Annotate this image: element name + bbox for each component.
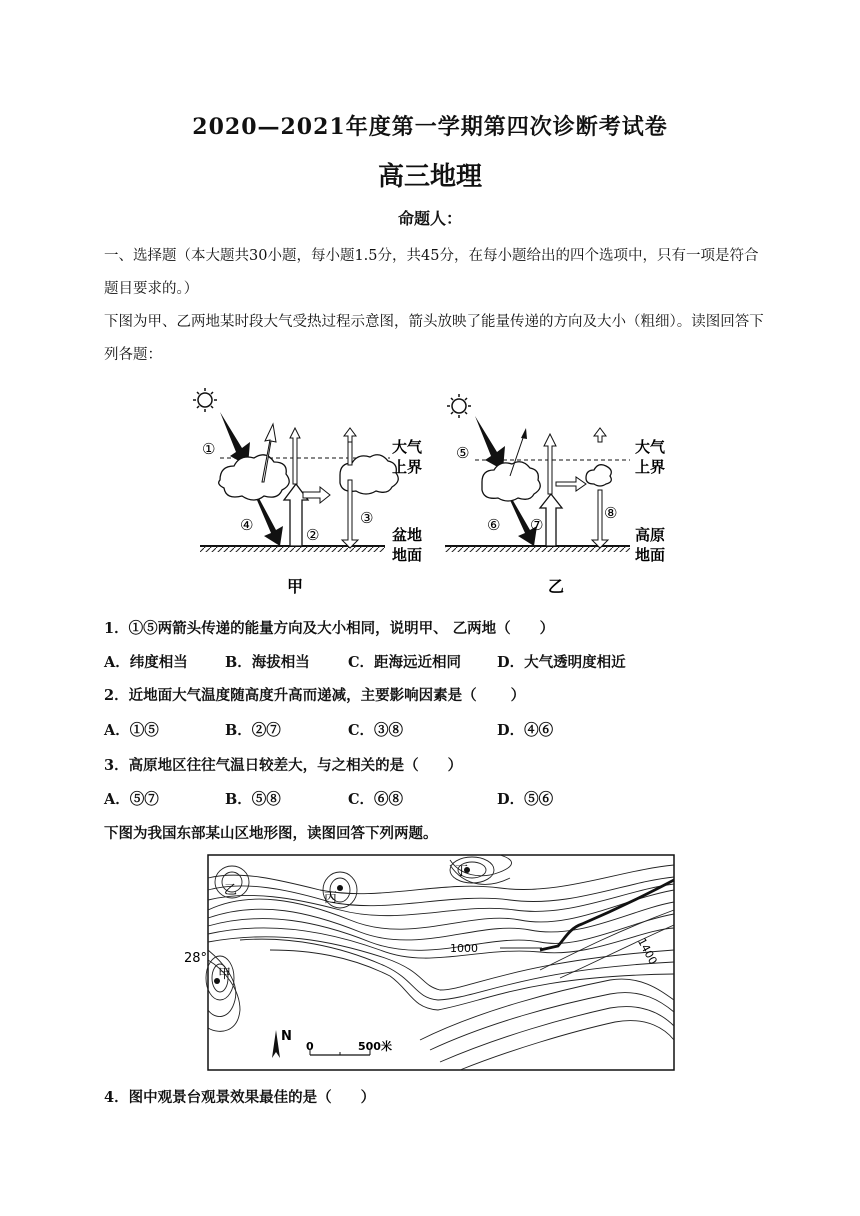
- section-intro: 一、选择题（本大题共30小题，每小题1.5分，共45分，在每小题给出的四个选项中，只有一项是符合题目要求的。）: [104, 248, 759, 297]
- question-2-options: [0, 719, 860, 739]
- sun-icon: [447, 394, 471, 418]
- arrow-label-8: ⑧: [604, 504, 618, 522]
- point-bing-marker: [337, 885, 343, 891]
- scale-zero: 0: [306, 1040, 314, 1053]
- atmosphere-heating-diagram: [180, 380, 680, 600]
- question-2-stem: 2．近地面大气温度随高度升高而递减，主要影响因素是（ ）: [104, 687, 526, 704]
- figure-intro: 下图为甲、乙两地某时段大气受热过程示意图，箭头放映了能量传递的方向及大小（粗细）。读图回答下列各题：: [104, 314, 764, 363]
- label-upper: 上界: [392, 458, 423, 476]
- north-label: N: [281, 1029, 292, 1044]
- latitude-label: 28°: [184, 951, 208, 966]
- option-c[interactable]: C．③⑧: [348, 722, 404, 739]
- arrow-label-6: ⑥: [487, 516, 501, 534]
- label-plateau: 高原: [635, 526, 666, 544]
- label-jia: 甲: [218, 967, 232, 982]
- option-a[interactable]: A．⑤⑦: [104, 791, 159, 808]
- arrow-label-7: ⑦: [530, 516, 544, 534]
- option-d[interactable]: D．大气透明度相近: [497, 654, 626, 671]
- label-ground: 地面: [392, 546, 423, 564]
- panel-jia: [193, 388, 423, 596]
- caption-jia: 甲: [287, 577, 304, 596]
- label-basin: 盆地: [392, 526, 423, 544]
- option-c[interactable]: C．距海远近相同: [348, 654, 462, 671]
- label-ground: 地面: [635, 546, 666, 564]
- exam-title: 2020—2021年度第一学期第四次诊断考试卷: [192, 114, 668, 140]
- option-b[interactable]: B．海拔相当: [225, 654, 310, 671]
- question-1-stem: 1．①⑤两箭头传递的能量方向及大小相同，说明甲、 乙两地（ ）: [104, 620, 555, 637]
- question-3-stem: 3．高原地区往往气温日较差大，与之相关的是（ ）: [104, 757, 463, 774]
- option-d[interactable]: D．④⑥: [497, 722, 554, 739]
- caption-yi: 乙: [548, 577, 565, 596]
- question-4-stem: 4．图中观景台观景效果最佳的是（ ）: [104, 1089, 376, 1106]
- question-3-options: [0, 788, 860, 808]
- label-atmos: 大气: [392, 438, 423, 456]
- arrow-label-5: ⑤: [456, 444, 470, 462]
- option-b[interactable]: B．⑤⑧: [225, 791, 281, 808]
- label-ding: 丁: [455, 864, 469, 879]
- label-bing: 丙: [324, 891, 338, 906]
- contour-map: [180, 850, 680, 1075]
- label-atmos: 大气: [635, 438, 666, 456]
- label-upper: 上界: [635, 458, 666, 476]
- arrow-label-4: ④: [240, 516, 254, 534]
- arrow-label-3: ③: [360, 509, 374, 527]
- option-a[interactable]: A．纬度相当: [104, 654, 188, 671]
- map-intro: 下图为我国东部某山区地形图，读图回答下列两题。: [104, 825, 438, 842]
- option-c[interactable]: C．⑥⑧: [348, 791, 404, 808]
- arrow-label-1: ①: [202, 440, 216, 458]
- arrow-label-2: ②: [306, 526, 320, 544]
- label-yi: 乙: [224, 883, 238, 898]
- author-label: 命题人：: [397, 209, 462, 228]
- scale-500: 500米: [358, 1040, 392, 1053]
- panel-yi: [445, 394, 666, 596]
- option-d[interactable]: D．⑤⑥: [497, 791, 554, 808]
- sun-icon: [193, 388, 217, 412]
- contour-label-1400: 1400: [635, 935, 660, 967]
- question-1-options: [0, 651, 860, 671]
- contour-label-1000: 1000: [450, 942, 478, 955]
- option-a[interactable]: A．①⑤: [104, 722, 159, 739]
- option-b[interactable]: B．②⑦: [225, 722, 281, 739]
- subject-title: 高三地理: [377, 162, 482, 192]
